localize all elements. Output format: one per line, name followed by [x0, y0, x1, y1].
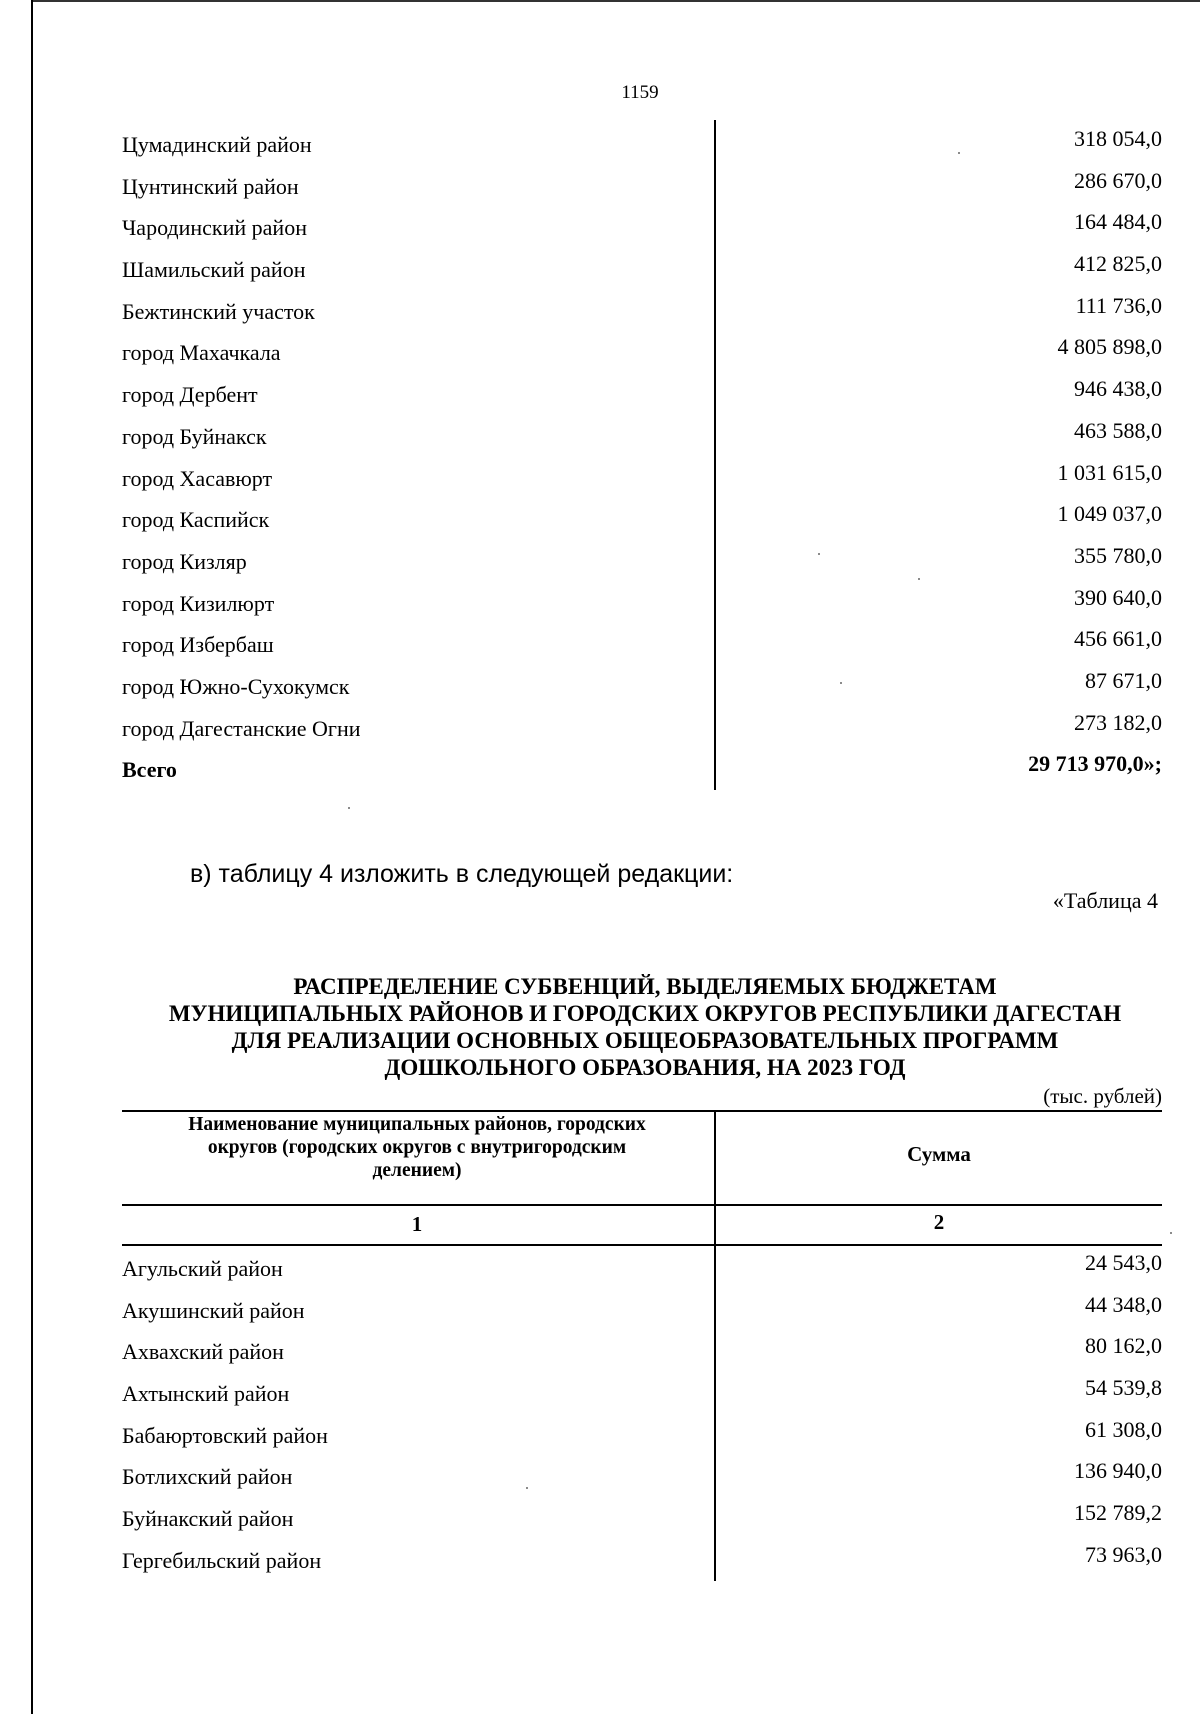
row-value: 44 348,0	[1085, 1291, 1162, 1317]
row-name: город Кизилюрт	[122, 590, 275, 616]
row-name: город Южно-Сухокумск	[122, 673, 350, 699]
row-value: 412 825,0	[1074, 251, 1162, 277]
row-name: Ботлихский район	[122, 1464, 293, 1490]
table-row	[122, 1458, 1162, 1500]
row-name: Ахвахский район	[122, 1339, 284, 1365]
table-row	[122, 418, 1162, 460]
row-value: 87 671,0	[1085, 667, 1162, 693]
table-row	[122, 626, 1162, 668]
table-row	[122, 168, 1162, 210]
row-value: 152 789,2	[1074, 1500, 1162, 1526]
heading-line: МУНИЦИПАЛЬНЫХ РАЙОНОВ И ГОРОДСКИХ ОКРУГОВ РЕСПУБЛИКИ ДАГЕСТАН	[168, 1001, 1122, 1026]
column-number-2: 2	[933, 1210, 945, 1234]
table-4-body	[122, 1250, 1162, 1584]
table-row	[122, 126, 1162, 168]
table3-continuation	[122, 126, 1162, 793]
heading-line: РАСПРЕДЕЛЕНИЕ СУБВЕНЦИЙ, ВЫДЕЛЯЕМЫХ БЮДЖЕТАМ	[293, 974, 997, 999]
table-row	[122, 1250, 1162, 1292]
scan-speck	[958, 152, 960, 154]
table-row	[122, 1375, 1162, 1417]
scan-speck	[348, 807, 350, 809]
row-name: Ахтынский район	[122, 1381, 290, 1407]
heading-line: ДЛЯ РЕАЛИЗАЦИИ ОСНОВНЫХ ОБЩЕОБРАЗОВАТЕЛЬНЫХ ПРОГРАММ	[231, 1028, 1059, 1053]
table-4-label: «Таблица 4	[1052, 888, 1158, 913]
table-row	[122, 334, 1162, 376]
table-row	[122, 460, 1162, 502]
total-label: Всего	[122, 757, 177, 783]
column-header-name	[122, 1113, 712, 1182]
table-row	[122, 543, 1162, 585]
row-name: Цумадинский район	[122, 132, 312, 157]
row-name: Чародинский район	[122, 215, 307, 241]
table-total-row	[122, 751, 1162, 793]
table-row	[122, 710, 1162, 752]
table-4-heading	[120, 973, 1170, 1081]
table-row	[122, 585, 1162, 627]
row-name: город Дагестанские Огни	[122, 715, 361, 741]
scan-speck	[526, 1487, 528, 1489]
row-value: 946 438,0	[1074, 376, 1162, 402]
scan-speck	[1170, 1232, 1172, 1234]
units-note: (тыс. рублей)	[1043, 1084, 1162, 1108]
table-row	[122, 501, 1162, 543]
row-name: город Дербент	[122, 382, 258, 408]
table-row	[122, 293, 1162, 335]
row-value: 286 670,0	[1074, 167, 1162, 193]
row-value: 24 543,0	[1085, 1250, 1162, 1275]
table-row	[122, 376, 1162, 418]
row-name: город Хасавюрт	[122, 465, 273, 491]
row-value: 61 308,0	[1085, 1416, 1162, 1442]
row-name: Бежтинский участок	[122, 298, 315, 324]
column-header-line: округов (городских округов с внутригородским	[207, 1137, 627, 1158]
row-name: город Каспийск	[122, 507, 270, 533]
amendment-instruction: в) таблицу 4 изложить в следующей редакции:	[190, 860, 734, 888]
scan-speck	[918, 578, 920, 580]
column-header-sum: Сумма	[907, 1142, 971, 1166]
row-name: Гергебильский район	[122, 1547, 322, 1573]
table-row	[122, 209, 1162, 251]
row-value: 54 539,8	[1085, 1375, 1162, 1401]
table-row	[122, 1292, 1162, 1334]
header-bottom-border	[122, 1204, 1162, 1206]
column-header-line: Наименование муниципальных районов, городских	[188, 1114, 646, 1135]
row-name: город Избербаш	[122, 632, 274, 658]
table-row	[122, 1333, 1162, 1375]
table-row	[122, 1417, 1162, 1459]
table-row	[122, 1500, 1162, 1542]
top-scan-edge	[33, 0, 1200, 2]
column-header-line: делением)	[372, 1160, 462, 1181]
row-name: город Махачкала	[122, 340, 281, 366]
row-value: 73 963,0	[1085, 1541, 1162, 1567]
row-name: Цунтинский район	[122, 173, 299, 199]
row-value: 80 162,0	[1085, 1333, 1162, 1359]
row-name: Акушинский район	[122, 1297, 305, 1323]
table-row	[122, 668, 1162, 710]
row-value: 136 940,0	[1074, 1458, 1162, 1484]
row-value: 273 182,0	[1074, 709, 1162, 735]
table-row	[122, 251, 1162, 293]
row-name: Шамильский район	[122, 257, 306, 283]
row-value: 318 054,0	[1074, 126, 1162, 151]
column-number-1: 1	[411, 1212, 423, 1236]
row-name: Буйнакский район	[122, 1506, 294, 1532]
row-value: 463 588,0	[1074, 417, 1162, 443]
row-value: 164 484,0	[1074, 209, 1162, 235]
row-value: 390 640,0	[1074, 584, 1162, 610]
row-value: 1 049 037,0	[1057, 501, 1162, 527]
row-name: город Буйнакск	[122, 423, 267, 449]
row-value: 111 736,0	[1075, 292, 1162, 318]
total-value: 29 713 970,0»;	[1028, 751, 1162, 777]
row-value: 4 805 898,0	[1057, 334, 1162, 360]
row-name: Агульский район	[122, 1256, 283, 1281]
row-value: 456 661,0	[1074, 626, 1162, 652]
heading-line: ДОШКОЛЬНОГО ОБРАЗОВАНИЯ, НА 2023 ГОД	[384, 1055, 906, 1080]
page-number: 1159	[621, 82, 659, 103]
left-scan-edge	[31, 0, 33, 1714]
row-name: Бабаюртовский район	[122, 1422, 328, 1448]
scan-speck	[840, 682, 842, 684]
row-value: 355 780,0	[1074, 542, 1162, 568]
header-top-border	[122, 1110, 1162, 1112]
scan-speck	[818, 553, 820, 555]
table-row	[122, 1542, 1162, 1584]
column-numbers-bottom-border	[122, 1244, 1162, 1246]
row-value: 1 031 615,0	[1057, 459, 1162, 485]
row-name: город Кизляр	[122, 548, 247, 574]
